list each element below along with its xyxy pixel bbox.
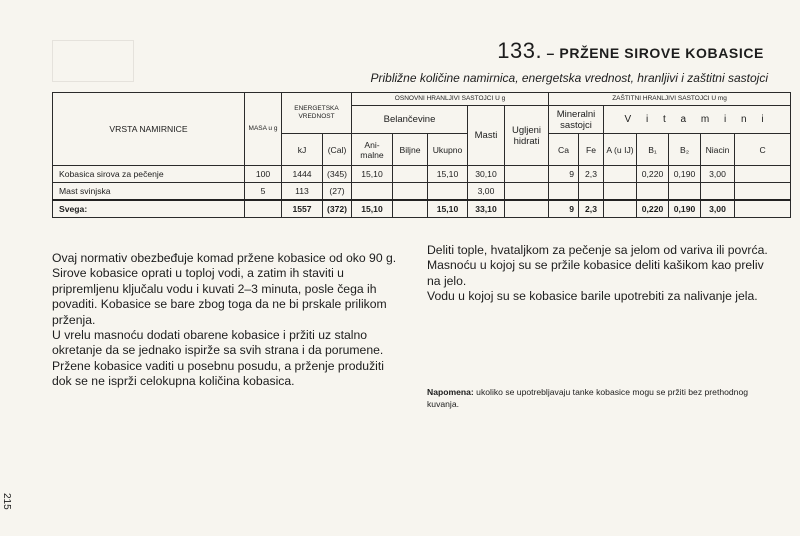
header-vitamins: V i t a m i n i xyxy=(604,106,791,134)
cell-fat: 30,10 xyxy=(468,166,505,183)
header-minerals: Mineralni sastojci xyxy=(549,106,604,134)
instruction-paragraph: Deliti tople, hvataljkom za pečenje sa jelom od variva ili povrća. xyxy=(427,243,768,257)
cell-ca: 9 xyxy=(549,200,579,218)
cell-cal: (27) xyxy=(323,183,352,200)
header-vitamin-c: C xyxy=(735,134,791,166)
header-b2: B₂ xyxy=(669,134,701,166)
cell-mass: 100 xyxy=(245,166,282,183)
header-proteins: Belančevine xyxy=(352,106,468,134)
instruction-paragraph: Ovaj normativ obezbeđuje komad pržene kobasice od oko 90 g. xyxy=(52,251,397,265)
instruction-paragraph: Sirove kobasice oprati u toploj vodi, a zatim ih staviti u pripremljenu ključalu vodu i kuvati 2–3 minuta, posle čega ih povaditi. Kobasice se bare zbog toga da ne bi prskale prilikom prženja. xyxy=(52,266,387,327)
cell-b2: 0,190 xyxy=(669,166,701,183)
cell-fe: 2,3 xyxy=(579,166,604,183)
instructions-right-column xyxy=(427,243,772,305)
cell-kj: 1557 xyxy=(282,200,323,218)
nutrition-table xyxy=(52,92,791,218)
cell-carb xyxy=(505,183,549,200)
header-total: Ukupno xyxy=(428,134,468,166)
cell-fe xyxy=(579,183,604,200)
cell-carb xyxy=(505,166,549,183)
note xyxy=(427,386,772,410)
cell-vitamin-a xyxy=(604,166,637,183)
faded-ghost-box xyxy=(52,40,134,82)
header-protective-nutrients: ZAŠTITNI HRANLJIVI SASTOJCI U mg xyxy=(549,93,791,106)
page-number: 215 xyxy=(1,493,12,510)
cell-niacin: 3,00 xyxy=(701,166,735,183)
cell-plant xyxy=(393,183,428,200)
cell-kj: 113 xyxy=(282,183,323,200)
instruction-paragraph: Vodu u kojoj su se kobasice barile upotrebiti za nalivanje jela. xyxy=(427,289,758,304)
cell-kj: 1444 xyxy=(282,166,323,183)
header-food: VRSTA NAMIRNICE xyxy=(53,93,245,166)
cell-vitamin-a xyxy=(604,183,637,200)
header-ca: Ca xyxy=(549,134,579,166)
cell-food: Svega: xyxy=(53,200,245,218)
table-row xyxy=(53,183,791,200)
header-mass: MASA u g xyxy=(245,93,282,166)
cell-ca xyxy=(549,183,579,200)
cell-total: 15,10 xyxy=(428,166,468,183)
cell-niacin: 3,00 xyxy=(701,200,735,218)
cell-carb xyxy=(505,200,549,218)
header-animal: Ani-malne xyxy=(352,134,393,166)
header-fats: Masti xyxy=(468,106,505,166)
header-b1: B₁ xyxy=(637,134,669,166)
cell-ca: 9 xyxy=(549,166,579,183)
cell-food: Mast svinjska xyxy=(53,183,245,200)
recipe-number: 133. xyxy=(497,38,543,63)
cell-vitamin-c xyxy=(735,166,791,183)
cell-animal: 15,10 xyxy=(352,166,393,183)
cell-mass xyxy=(245,200,282,218)
recipe-title xyxy=(497,38,764,64)
cell-cal: (345) xyxy=(323,166,352,183)
instructions-left-column xyxy=(52,251,402,390)
cell-total xyxy=(428,183,468,200)
cell-fe: 2,3 xyxy=(579,200,604,218)
cell-food: Kobasica sirova za pečenje xyxy=(53,166,245,183)
cell-animal: 15,10 xyxy=(352,200,393,218)
cell-b2: 0,190 xyxy=(669,200,701,218)
cell-b2 xyxy=(669,183,701,200)
cell-vitamin-a xyxy=(604,200,637,218)
cell-niacin xyxy=(701,183,735,200)
note-text: ukoliko se upotrebljavaju tanke kobasice mogu se pržiti bez prethodnog kuvanja. xyxy=(427,387,749,409)
header-basic-nutrients: OSNOVNI HRANLJIVI SASTOJCI U g xyxy=(352,93,549,106)
header-kj: kJ xyxy=(282,134,323,166)
cell-plant xyxy=(393,166,428,183)
cell-fat: 3,00 xyxy=(468,183,505,200)
header-fe: Fe xyxy=(579,134,604,166)
header-plant: Biljne xyxy=(393,134,428,166)
table-total-row xyxy=(53,200,791,218)
cell-vitamin-c xyxy=(735,200,791,218)
header-cal: (Cal) xyxy=(323,134,352,166)
cell-b1: 0,220 xyxy=(637,200,669,218)
cell-cal: (372) xyxy=(323,200,352,218)
header-niacin: Niacin xyxy=(701,134,735,166)
cell-fat: 33,10 xyxy=(468,200,505,218)
recipe-subtitle: Približne količine namirnica, energetska vrednost, hranljivi i zaštitni sastojci xyxy=(370,71,768,85)
cell-plant xyxy=(393,200,428,218)
cell-total: 15,10 xyxy=(428,200,468,218)
header-vitamin-a: A (u IJ) xyxy=(604,134,637,166)
header-carbs: Ugljeni hidrati xyxy=(505,106,549,166)
cell-b1: 0,220 xyxy=(637,166,669,183)
instruction-paragraph: U vrelu masnoću dodati obarene kobasice i pržiti uz stalno okretanje da se jednako ispirže sa svih strana i da porumene. xyxy=(52,328,384,358)
cell-b1 xyxy=(637,183,669,200)
header-energy: ENERGETSKA VREDNOST xyxy=(282,93,352,134)
recipe-name: – PRŽENE SIROVE KOBASICE xyxy=(546,45,764,61)
cell-mass: 5 xyxy=(245,183,282,200)
note-label: Napomena: xyxy=(427,387,474,397)
cell-animal xyxy=(352,183,393,200)
table-row xyxy=(53,166,791,183)
instruction-paragraph: Pržene kobasice vaditi u posebnu posudu, a prženje produžiti dok se ne isprži celokupna količina kobasica. xyxy=(52,358,384,389)
instruction-paragraph: Masnoću u kojoj su se pržile kobasice deliti kašikom kao preliv na jelo. xyxy=(427,258,764,288)
cell-vitamin-c xyxy=(735,183,791,200)
